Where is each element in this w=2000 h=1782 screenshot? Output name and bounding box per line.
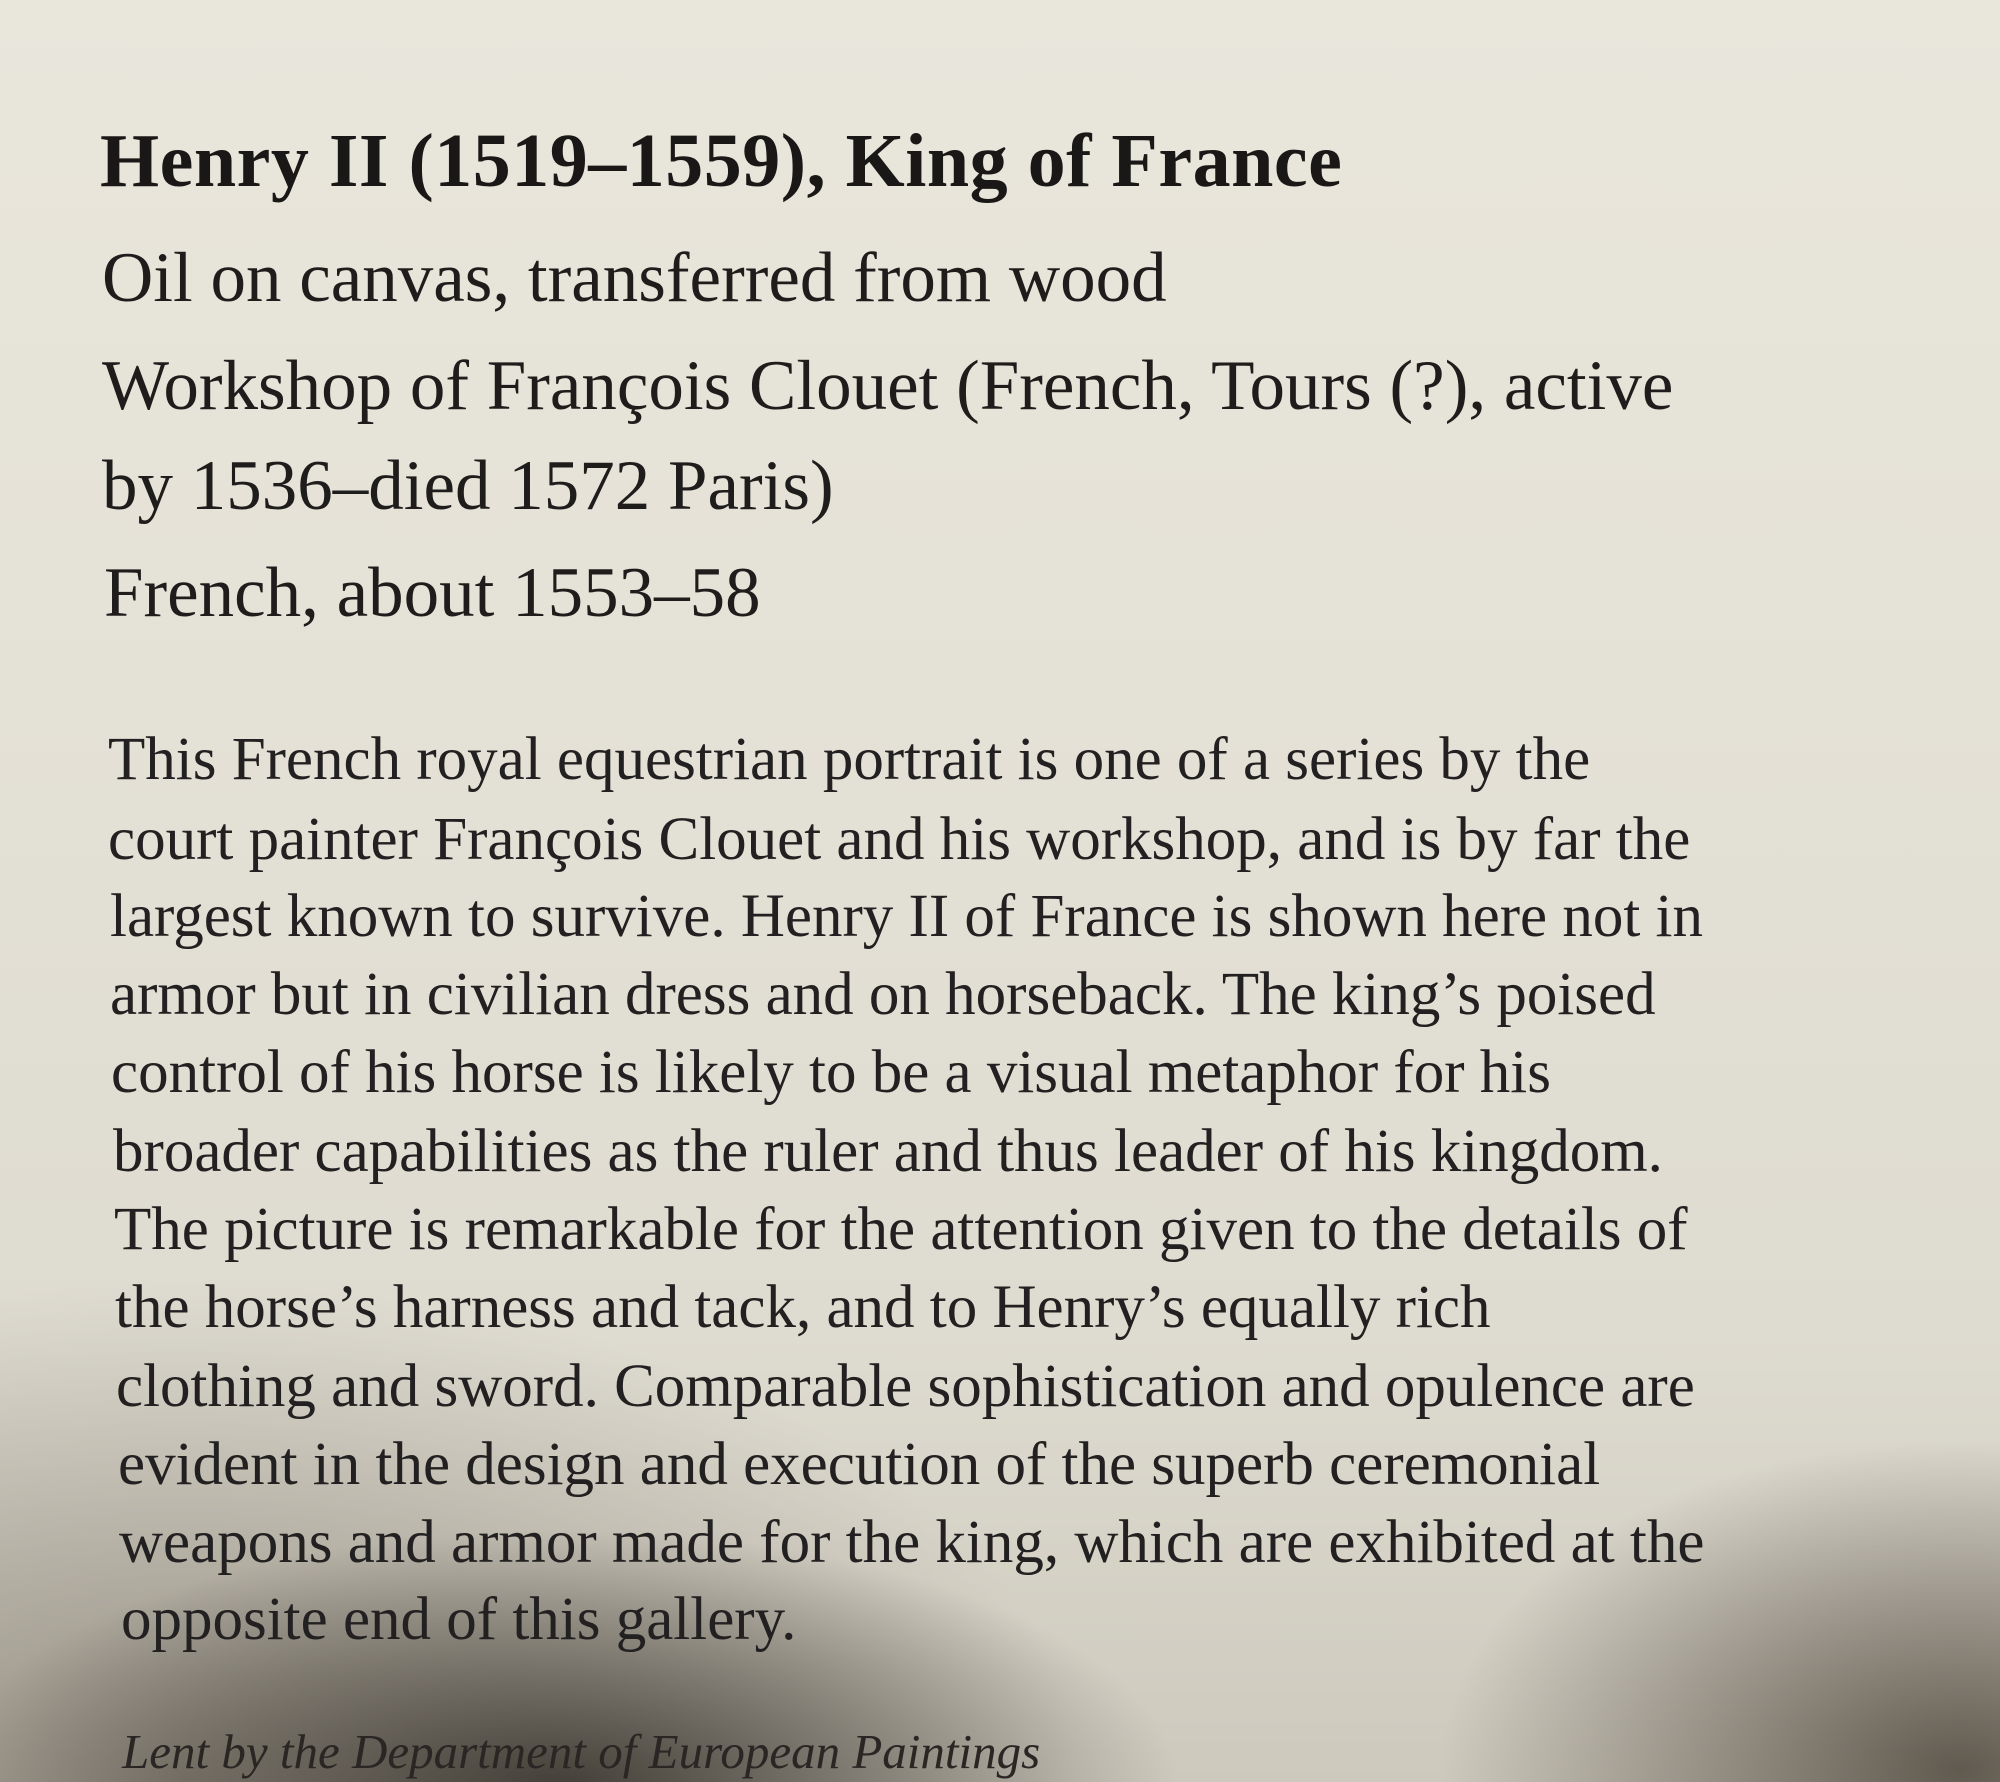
artwork-date: French, about 1553–58: [104, 554, 761, 632]
description-line: weapons and armor made for the king, which are exhibited at the: [119, 1509, 1705, 1576]
artist-attribution-line-1: Workshop of François Clouet (French, Tours (?), active: [102, 347, 1674, 425]
description-line: clothing and sword. Comparable sophistication and opulence are: [116, 1353, 1695, 1420]
description-line: court painter François Clouet and his workshop, and is by far the: [108, 806, 1691, 873]
description-line: evident in the design and execution of the superb ceremonial: [118, 1431, 1601, 1498]
description-line: The picture is remarkable for the attention given to the details of: [114, 1196, 1688, 1263]
description-line: This French royal equestrian portrait is one of a series by the: [108, 726, 1591, 793]
description-line: armor but in civilian dress and on horseback. The king’s poised: [110, 961, 1656, 1028]
description-line: the horse’s harness and tack, and to Henry’s equally rich: [115, 1274, 1491, 1341]
description-line: largest known to survive. Henry II of France is shown here not in: [110, 883, 1703, 950]
description-line: broader capabilities as the ruler and thus leader of his kingdom.: [113, 1118, 1663, 1185]
description-line: control of his horse is likely to be a visual metaphor for his: [111, 1039, 1551, 1106]
artist-attribution-line-2: by 1536–died 1572 Paris): [102, 447, 834, 525]
description-line: opposite end of this gallery.: [121, 1586, 797, 1653]
artwork-medium: Oil on canvas, transferred from wood: [102, 239, 1167, 317]
credit-line: Lent by the Department of European Paintings: [122, 1724, 1041, 1779]
artwork-title: Henry II (1519–1559), King of France: [100, 119, 1343, 203]
